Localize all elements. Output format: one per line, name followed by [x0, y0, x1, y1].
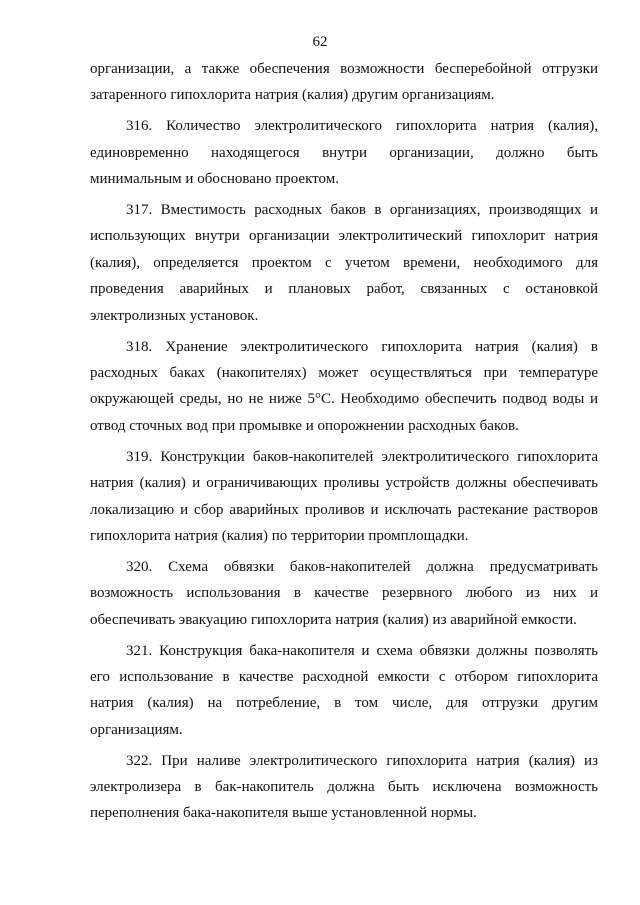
paragraph-317: 317. Вместимость расходных баков в организациях, производящих и использующих внутри организации электролитический гипохлорит натрия (калия), определяется проектом с учетом времени, необходимого для проведения аварийных и плановых работ, связанных с остановкой электролизных установок.: [90, 202, 598, 324]
page-number: 62: [312, 34, 328, 50]
paragraph-319: 319. Конструкции баков-накопителей электролитического гипохлорита натрия (калия) и ограничивающих проливы устройств должны обеспечивать локализацию и сбор аварийных проливов и исключать растекание растворов гипохлорита натрия (калия) по территории промплощадки.: [90, 448, 598, 544]
paragraph-316: 316. Количество электролитического гипохлорита натрия (калия), единовременно находящегося внутри организации, должно быть минимальным и обоснованo проектом.: [90, 118, 598, 188]
document-body: [90, 56, 598, 827]
paragraph-320: 320. Схема обвязки баков-накопителей должна предусматривать возможность использования в качестве резервного любого из них и обеспечивать эвакуацию гипохлорита натрия (калия) из аварийной емкости.: [90, 558, 598, 628]
paragraph-continuation: организации, а также обеспечения возможности бесперебойной отгрузки затаренного гипохлорита натрия (калия) другим организациям.: [90, 61, 598, 104]
paragraph-318: 318. Хранение электролитического гипохлорита натрия (калия) в расходных баках (накопителях) может осуществляться при температуре окружающей среды, но не ниже 5°С. Необходимо обеспечить подвод воды и отвод сточных вод при промывке и опорожнении расходных баков.: [90, 338, 598, 434]
paragraph-322: 322. При наливе электролитического гипохлорита натрия (калия) из электролизера в бак-накопитель должна быть исключена возможность переполнения бака-накопителя выше установленной нормы.: [90, 752, 598, 822]
paragraph-321: 321. Конструкция бака-накопителя и схема обвязки должны позволять его использование в качестве расходной емкости с отбором гипохлорита натрия (калия) на потребление, в том числе, для отгрузки другим организациям.: [90, 642, 598, 738]
